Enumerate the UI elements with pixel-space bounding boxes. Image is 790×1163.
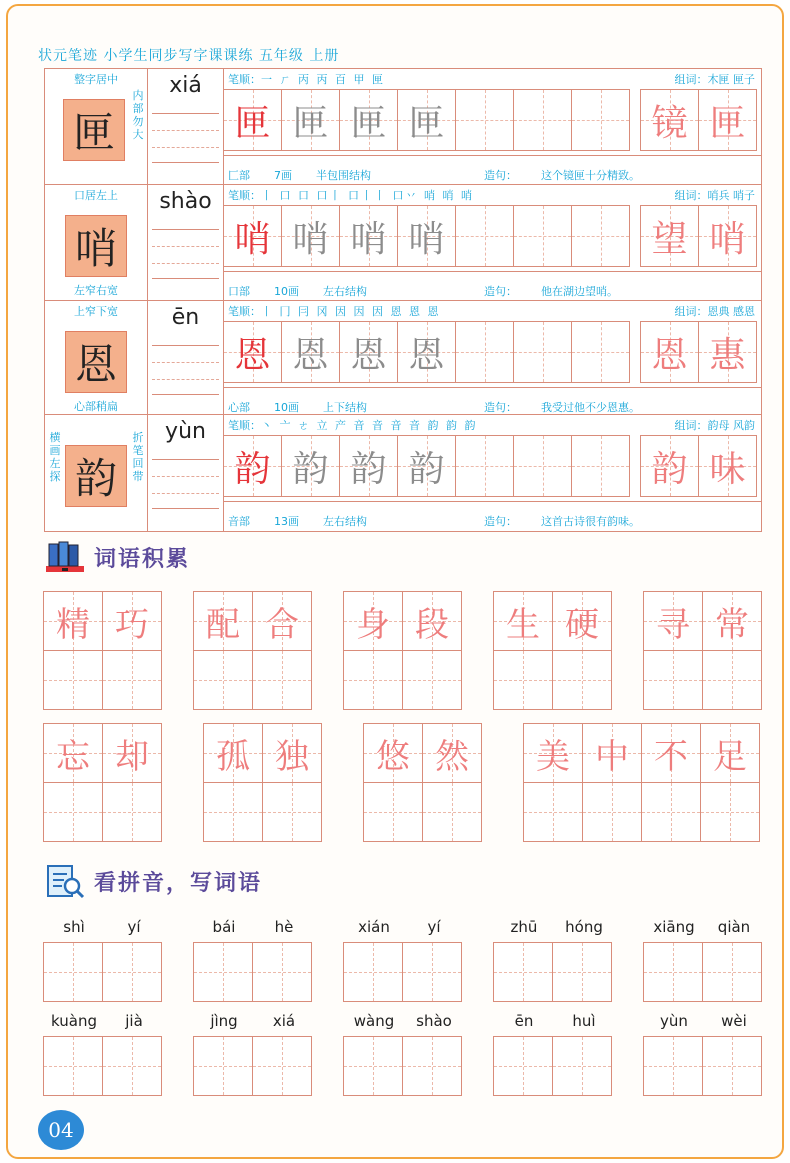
pinyin-write-cell[interactable] [493,1036,553,1096]
vocab-char: 足 [713,736,747,777]
example-sentence: 造句： 我受过他不少恩惠。 [484,401,640,414]
practice-cell[interactable]: 韵 [397,435,456,497]
divider [224,501,761,502]
vocab-char: 中 [595,736,629,777]
vocab-practice-cell[interactable] [262,782,322,842]
vocab-practice-cell[interactable] [422,782,482,842]
vocab-column [43,724,103,842]
vocab-char: 忘 [56,736,90,777]
word-grid [641,435,757,497]
vocab-practice-cell[interactable] [193,650,253,710]
vocab-column [262,724,322,842]
char-side-note: 内部勿大 [132,89,144,141]
word-cell[interactable]: 望 [640,205,699,267]
pinyin-label: bái [212,918,236,936]
pinyin-write-cell[interactable] [343,1036,403,1096]
pinyin-label: jìng [210,1012,238,1030]
char-info: 音部 13画 左右结构 造句： 这首古诗很有韵味。 [228,513,391,529]
vocab-column [493,592,553,710]
pinyin-box [148,68,224,186]
word-examples: 组词：韵母 风韵 [674,419,755,432]
pinyin-label: shào [416,1012,452,1030]
vocab-char: 孤 [216,736,250,777]
pinyin-write-cell[interactable] [43,942,103,1002]
char-pinyin: xiá [169,73,202,98]
vocab-char: 常 [715,604,749,645]
pinyin-write-cell[interactable] [402,942,462,1002]
vocab-char: 配 [206,604,240,645]
pinyin-lines [152,229,219,279]
word-cell[interactable]: 匣 [698,89,757,151]
char-pinyin: ēn [171,305,200,330]
vocab-practice-cell[interactable] [700,782,760,842]
pinyin-word-group [644,918,766,1002]
pinyin-label: xián [358,918,390,936]
pinyin-write-cell[interactable] [552,1036,612,1096]
pinyin-label: yùn [660,1012,688,1030]
vocab-char: 悠 [376,736,410,777]
pinyin-label: kuàng [51,1012,97,1030]
vocab-column [193,592,253,710]
word-cell[interactable]: 恩 [640,321,699,383]
practice-cell[interactable]: 匣 [223,89,282,151]
practice-area [224,184,762,302]
practice-grid [224,321,630,383]
pinyin-word-group [644,1012,766,1096]
pinyin-word-group [344,1012,466,1096]
practice-area [224,300,762,418]
pinyin-lines [152,459,219,509]
vocab-char: 寻 [656,604,690,645]
pinyin-label: ēn [514,1012,534,1030]
pinyin-write-cell[interactable] [643,942,703,1002]
pinyin-label: xiá [272,1012,296,1030]
pinyin-label: huì [572,1012,596,1030]
char-info: 匚部 7画 半包围结构 造句： 这个镜匣十分精致。 [228,167,395,183]
pinyin-write-cell[interactable] [193,942,253,1002]
vocab-model-cell [262,723,322,783]
vocab-practice-cell[interactable] [102,782,162,842]
vocab-model-cell [422,723,482,783]
vocab-char: 身 [356,604,390,645]
vocab-model-cell [203,723,263,783]
vocab-practice-cell[interactable] [203,782,263,842]
char-model-box [44,300,148,418]
pinyin-label: wàng [353,1012,395,1030]
vocab-word-group [344,592,462,710]
vocab-practice-cell[interactable] [402,650,462,710]
vocab-model-cell [582,723,642,783]
pinyin-label: yí [427,918,441,936]
practice-cell[interactable] [513,435,572,497]
vocab-section-title [44,540,190,574]
pinyin-box [148,300,224,418]
practice-cell[interactable]: 韵 [339,435,398,497]
vocab-model-cell [102,723,162,783]
pinyin-write-cell[interactable] [252,1036,312,1096]
word-examples: 组词：恩典 感恩 [674,305,755,318]
practice-area [224,414,762,532]
practice-cell[interactable] [571,435,630,497]
pinyin-lines [152,113,219,163]
practice-cell[interactable] [571,321,630,383]
divider [224,387,761,388]
word-examples: 组词：哨兵 哨子 [674,189,755,202]
vocab-model-cell [252,591,312,651]
example-sentence: 造句： 他在湖边望哨。 [484,285,618,298]
word-cell[interactable]: 镜 [640,89,699,151]
vocab-column [643,592,703,710]
char-block-xia [44,68,762,186]
vocab-column [402,592,462,710]
practice-cell[interactable]: 恩 [339,321,398,383]
vocab-char: 巧 [115,604,149,645]
stroke-order: 笔顺：丨 口 口 口丨 口丨丨 口丷 哨 哨 哨 [228,189,474,202]
pinyin-label: hóng [565,918,603,936]
practice-cell[interactable] [455,205,514,267]
vocab-word-group [44,592,162,710]
vocab-word-group [494,592,612,710]
vocab-practice-cell[interactable] [493,650,553,710]
model-char: 恩 [65,331,127,393]
pinyin-section-title [44,862,262,900]
word-grid [641,205,757,267]
practice-cell[interactable] [455,435,514,497]
vocab-column [102,724,162,842]
vocab-practice-cell[interactable] [43,782,103,842]
word-cell[interactable]: 哨 [698,205,757,267]
vocab-char: 独 [275,736,309,777]
stroke-order: 笔顺：丨 冂 冃 冈 因 因 因 恩 恩 恩 [228,305,441,318]
char-model-box [44,68,148,186]
vocab-practice-cell[interactable] [102,650,162,710]
vocab-model-cell [643,591,703,651]
char-note-top: 整字居中 [74,73,118,86]
model-char: 匣 [63,99,125,161]
model-char: 韵 [65,445,127,507]
vocab-word-group [524,724,760,842]
vocab-column [363,724,423,842]
stroke-order: 笔顺：一 ㄏ 丙 丙 百 甲 匣 [228,73,385,86]
vocab-practice-cell[interactable] [363,782,423,842]
char-info: 口部 10画 左右结构 造句： 他在湖边望哨。 [228,283,391,299]
pinyin-word-group [44,1012,166,1096]
practice-cell[interactable] [571,205,630,267]
books-icon [44,540,86,574]
pinyin-write-cell[interactable] [43,1036,103,1096]
char-note-bottom: 心部稍扁 [74,400,118,413]
practice-cell[interactable] [455,89,514,151]
word-cell[interactable]: 惠 [698,321,757,383]
vocab-practice-cell[interactable] [582,782,642,842]
section-title-text: 看拼音，写词语 [94,870,263,896]
vocab-model-cell [493,591,553,651]
pinyin-label: hè [274,918,294,936]
pinyin-word-group [344,918,466,1002]
pinyin-write-cell[interactable] [343,942,403,1002]
vocab-column [641,724,701,842]
model-char: 哨 [65,215,127,277]
vocab-model-cell [523,723,583,783]
practice-cell[interactable] [513,321,572,383]
vocab-column [43,592,103,710]
char-pinyin: yùn [165,419,206,444]
pinyin-write-cell[interactable] [552,942,612,1002]
vocab-model-cell [43,723,103,783]
pinyin-label: qiàn [717,918,751,936]
practice-cell[interactable] [513,205,572,267]
vocab-model-cell [402,591,462,651]
practice-cell[interactable]: 韵 [223,435,282,497]
practice-cell[interactable]: 匣 [397,89,456,151]
vocab-column [252,592,312,710]
vocab-model-cell [193,591,253,651]
vocab-model-cell [641,723,701,783]
char-pinyin: shào [159,189,212,214]
vocab-word-group [194,592,312,710]
char-note-bottom: 左窄右宽 [74,284,118,297]
char-note-top: 上窄下宽 [74,305,118,318]
practice-cell[interactable]: 韵 [281,435,340,497]
pinyin-label: yí [127,918,141,936]
pinyin-write-cell[interactable] [493,942,553,1002]
practice-cell[interactable]: 哨 [281,205,340,267]
pinyin-write-cell[interactable] [702,1036,762,1096]
pinyin-box [148,414,224,532]
vocab-word-group [204,724,322,842]
pinyin-write-cell[interactable] [193,1036,253,1096]
pinyin-word-group [494,918,616,1002]
vocab-word-group [44,724,162,842]
practice-cell[interactable]: 哨 [223,205,282,267]
char-block-en [44,300,762,418]
vocab-model-cell [700,723,760,783]
word-grid [641,321,757,383]
vocab-char: 生 [506,604,540,645]
example-sentence: 造句： 这个镜匣十分精致。 [484,169,640,182]
section-title-text: 词语积累 [94,546,191,572]
word-examples: 组词：木匣 匣子 [674,73,755,86]
vocab-char: 却 [115,736,149,777]
char-model-box [44,414,148,532]
vocab-column [523,724,583,842]
page-header-title: 状元笔迹 小学生同步写字课课练 五年级 上册 [38,48,340,64]
vocab-column [203,724,263,842]
practice-cell[interactable]: 哨 [339,205,398,267]
char-side-note-left: 横画左探 [49,431,61,483]
practice-cell[interactable] [571,89,630,151]
practice-grid [224,205,630,267]
char-model-box [44,184,148,302]
vocab-column [343,592,403,710]
pinyin-write-cell[interactable] [402,1036,462,1096]
vocab-practice-cell[interactable] [523,782,583,842]
pinyin-word-group [194,1012,316,1096]
vocab-column [102,592,162,710]
vocab-word-group [364,724,482,842]
char-block-yun [44,414,762,532]
char-note-top: 口居左上 [74,189,118,202]
vocab-model-cell [102,591,162,651]
vocab-practice-cell[interactable] [252,650,312,710]
vocab-column [422,724,482,842]
vocab-column [552,592,612,710]
word-cell[interactable]: 韵 [640,435,699,497]
pinyin-label: zhū [510,918,538,936]
vocab-char: 硬 [565,604,599,645]
vocab-char: 不 [654,736,688,777]
vocab-char: 美 [536,736,570,777]
practice-grid [224,89,630,151]
pinyin-write-cell[interactable] [643,1036,703,1096]
vocab-char: 合 [265,604,299,645]
vocab-model-cell [343,591,403,651]
vocab-model-cell [43,591,103,651]
pinyin-lines [152,345,219,395]
pinyin-label: shì [63,918,85,936]
vocab-char: 精 [56,604,90,645]
divider [224,271,761,272]
vocab-practice-cell[interactable] [641,782,701,842]
pinyin-label: wèi [721,1012,747,1030]
pinyin-word-group [194,918,316,1002]
pinyin-write-cell[interactable] [102,942,162,1002]
practice-cell[interactable]: 恩 [223,321,282,383]
pinyin-write-cell[interactable] [702,942,762,1002]
practice-cell[interactable]: 哨 [397,205,456,267]
vocab-word-group [644,592,762,710]
vocab-column [582,724,642,842]
char-block-shao [44,184,762,302]
word-cell[interactable]: 味 [698,435,757,497]
practice-cell[interactable]: 恩 [281,321,340,383]
practice-cell[interactable]: 恩 [397,321,456,383]
pinyin-label: jià [125,1012,143,1030]
word-grid [641,89,757,151]
pinyin-write-cell[interactable] [252,942,312,1002]
page-number: 04 [38,1110,84,1150]
vocab-practice-cell[interactable] [702,650,762,710]
practice-grid [224,435,630,497]
example-sentence: 造句： 这首古诗很有韵味。 [484,515,640,528]
vocab-column [700,724,760,842]
pinyin-word-group [494,1012,616,1096]
vocab-char: 段 [415,604,449,645]
practice-cell[interactable]: 匣 [281,89,340,151]
vocab-practice-cell[interactable] [343,650,403,710]
vocab-column [702,592,762,710]
vocab-model-cell [363,723,423,783]
pinyin-word-group [44,918,166,1002]
vocab-model-cell [552,591,612,651]
pinyin-box [148,184,224,302]
vocab-char: 然 [435,736,469,777]
practice-area [224,68,762,186]
divider [224,155,761,156]
practice-cell[interactable] [455,321,514,383]
stroke-order: 笔顺：丶 亠 ㄜ 立 产 音 音 音 音 韵 韵 韵 [228,419,478,432]
vocab-practice-cell[interactable] [643,650,703,710]
char-info: 心部 10画 上下结构 造句： 我受过他不少恩惠。 [228,399,391,415]
pinyin-write-cell[interactable] [102,1036,162,1096]
char-side-note-right: 折笔回带 [132,431,144,483]
vocab-model-cell [702,591,762,651]
practice-cell[interactable] [513,89,572,151]
notepad-search-icon [44,862,86,900]
practice-cell[interactable]: 匣 [339,89,398,151]
pinyin-label: xiāng [653,918,695,936]
vocab-practice-cell[interactable] [552,650,612,710]
vocab-practice-cell[interactable] [43,650,103,710]
